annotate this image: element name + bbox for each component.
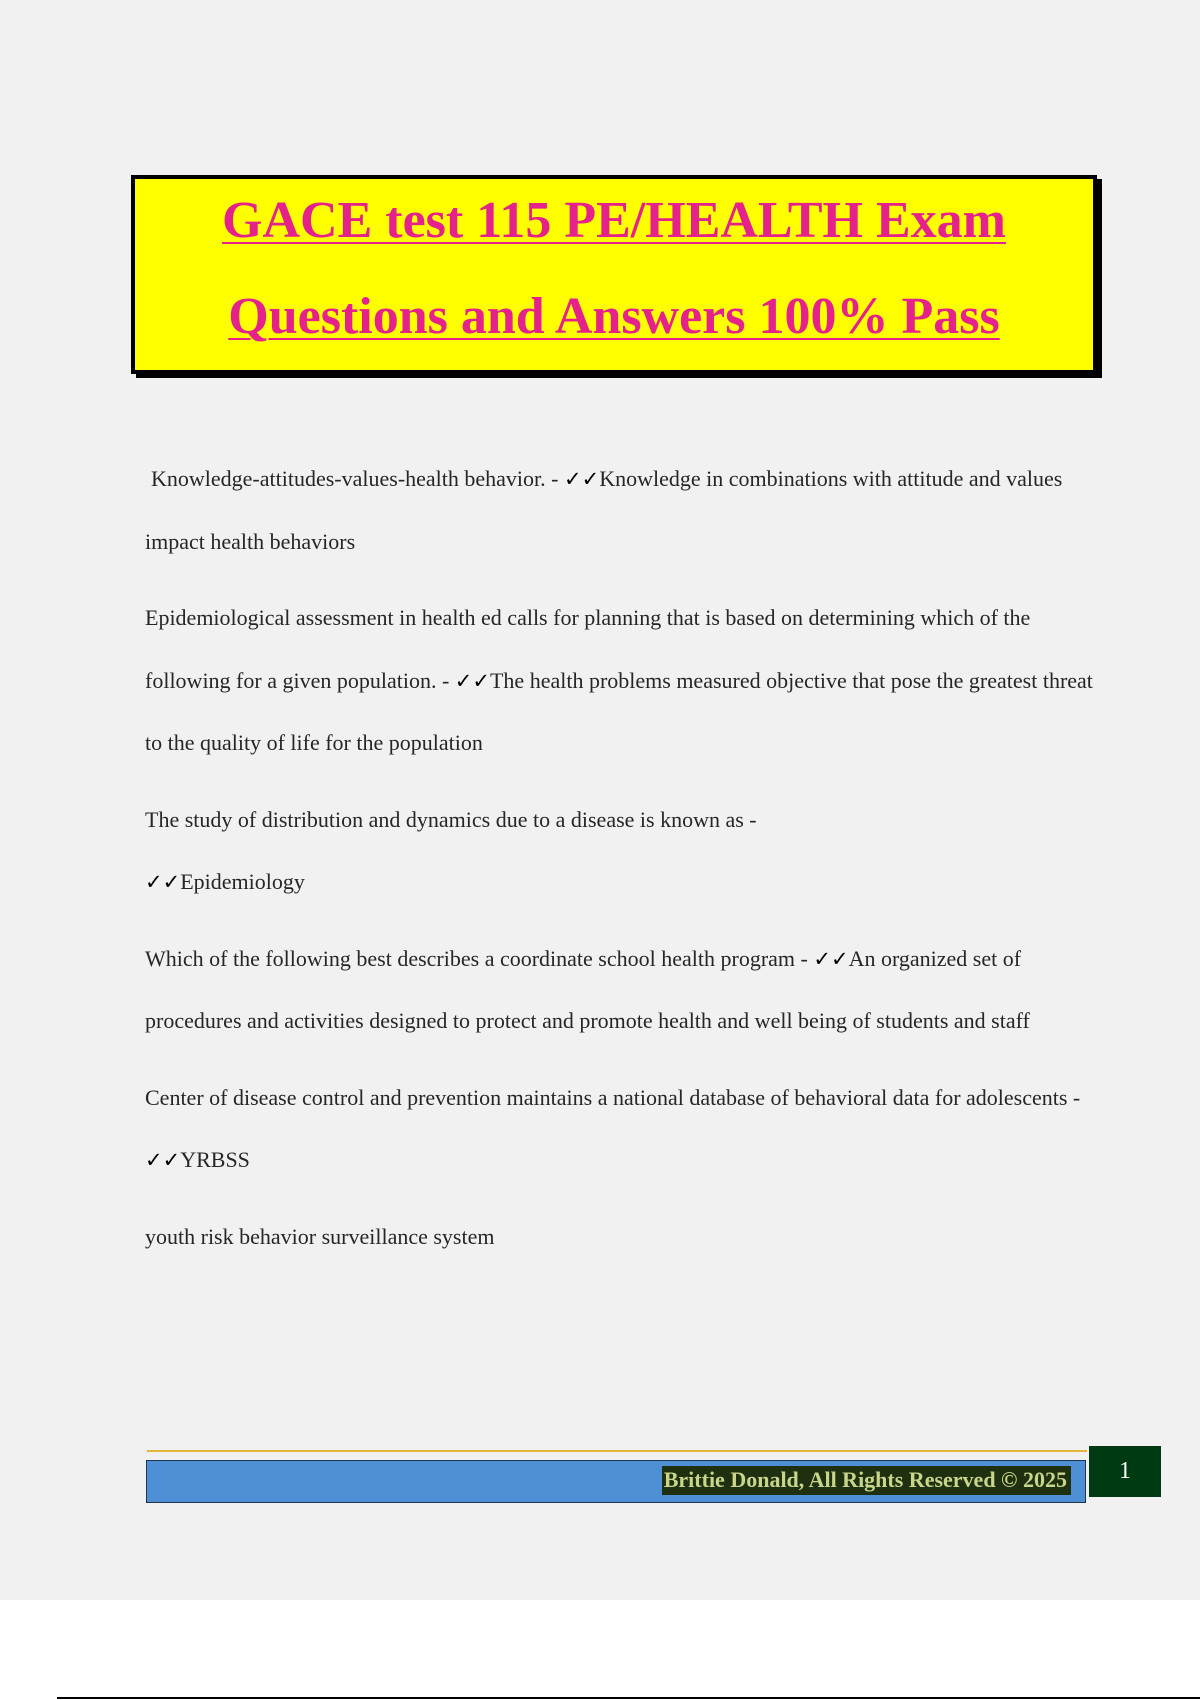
question-text: The study of distribution and dynamics due to a disease is known as -	[145, 806, 757, 832]
question-text: Center of disease control and prevention maintains a national database of behavioral data for adolescents -	[145, 1084, 1081, 1110]
qa-list	[145, 448, 1095, 1268]
answer-text: The health problems measured objective that pose the greatest threat to the quality of life for the population	[145, 667, 1093, 755]
qa-item	[145, 587, 1095, 775]
question-text: Which of the following best describes a coordinate school health program -	[145, 945, 814, 971]
qa-item	[145, 448, 1095, 573]
title-box	[131, 175, 1097, 374]
title-line-1: GACE test 115 PE/HEALTH Exam	[222, 192, 1006, 249]
page-number: 1	[1089, 1446, 1161, 1497]
qa-item	[145, 1067, 1095, 1192]
bottom-divider	[57, 1697, 1200, 1699]
footer-copyright: Brittie Donald, All Rights Reserved © 2025	[662, 1466, 1071, 1495]
answer-text: YRBSS	[180, 1147, 250, 1172]
check-icon: ✓✓	[145, 1148, 181, 1172]
answer-text: Epidemiology	[180, 869, 305, 894]
title-line-2: Questions and Answers 100% Pass	[228, 288, 1000, 345]
answer-text: Knowledge in combinations with attitude and values impact health behaviors	[145, 466, 1063, 554]
qa-item	[145, 928, 1095, 1053]
footer-divider	[147, 1450, 1087, 1452]
extra-line: youth risk behavior surveillance system	[145, 1223, 495, 1249]
qa-item	[145, 789, 1095, 914]
check-icon: ✓✓	[813, 946, 849, 971]
question-text: Epidemiological assessment in health ed calls for planning that is based on determining which of the following for a given population. -	[145, 605, 1031, 693]
answer-text: An organized set of procedures and activities designed to protect and promote health and well being of students and staff	[145, 945, 1030, 1033]
check-icon: ✓✓	[563, 467, 600, 491]
footer-bar	[146, 1460, 1086, 1503]
question-text: Knowledge-attitudes-values-health behavior. -	[151, 466, 564, 491]
check-icon: ✓✓	[454, 668, 490, 693]
check-icon: ✓✓	[145, 870, 181, 894]
